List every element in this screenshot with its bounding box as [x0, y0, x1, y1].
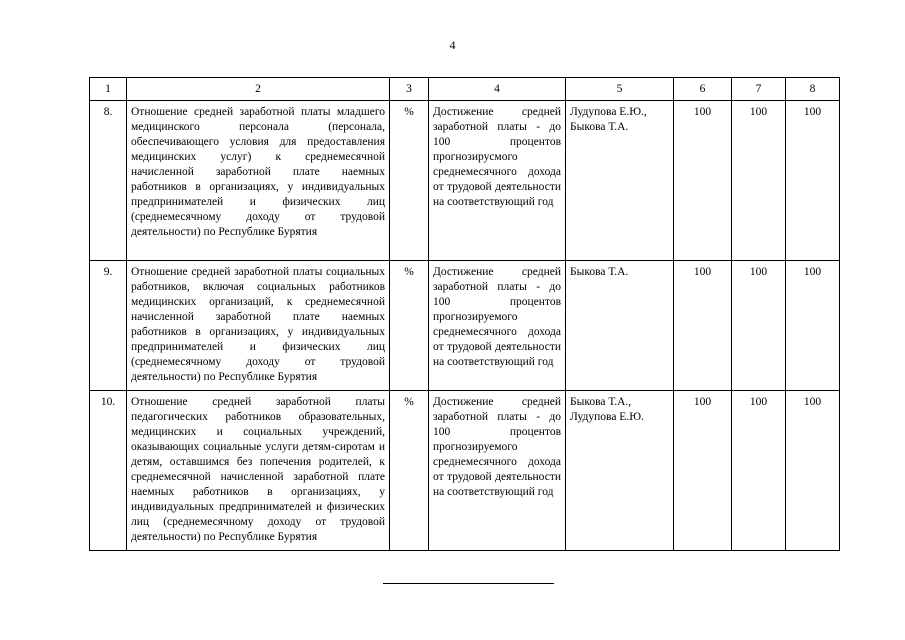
unit-cell: %	[390, 261, 429, 391]
indicators-table	[89, 77, 840, 551]
unit-cell: %	[390, 101, 429, 261]
unit-cell: %	[390, 391, 429, 551]
value-col-8: 100	[786, 391, 840, 551]
value-col-6: 100	[674, 101, 732, 261]
responsible-person: Лудупова Е.Ю., Быкова Т.А.	[566, 101, 674, 261]
value-col-6: 100	[674, 261, 732, 391]
value-col-8: 100	[786, 261, 840, 391]
indicator-name: Отношение средней заработной платы младшего медицинского персонала (персонала, обеспечивающего условия для предоставления медицинских услуг) к среднемесячной начисленной заработной плате наемных работников в организациях, у индивидуальных предпринимателей и физических лиц (среднемесячному доходу от трудовой деятельности) по Республике Бурятия	[127, 101, 390, 261]
row-number: 10.	[90, 391, 127, 551]
responsible-person: Быкова Т.А., Лудупова Е.Ю.	[566, 391, 674, 551]
expected-result: Достижение средней заработной платы - до 100 процентов прогнозирусмого среднемесячного дохода от трудовой деятельности на соответствующий год	[429, 101, 566, 261]
value-col-7: 100	[732, 391, 786, 551]
indicator-name: Отношение средней заработной платы педагогических работников образовательных, медицинских и социальных учреждений, оказывающих социальные услуги детям-сиротам и детям, оставшимся без попечения родителей, к среднемесячной начисленной заработной плате наемных работников в организациях, у индивидуальных предпринимателей и физических лиц (среднемесячному доходу от трудовой деятельности) по Республике Бурятия	[127, 391, 390, 551]
footer-separator-line	[383, 583, 554, 584]
column-header: 7	[732, 78, 786, 101]
value-col-7: 100	[732, 261, 786, 391]
value-col-8: 100	[786, 101, 840, 261]
column-header: 3	[390, 78, 429, 101]
column-header: 1	[90, 78, 127, 101]
row-number: 9.	[90, 261, 127, 391]
indicator-name: Отношение средней заработной платы социальных работников, включая социальных работников медицинских организаций, к среднемесячной начисленной заработной плате наемных работников в организациях, у индивидуальных предпринимателей и физических лиц (среднемесячному доходу от трудовой деятельности) по Республике Бурятия	[127, 261, 390, 391]
column-header: 5	[566, 78, 674, 101]
table-row	[90, 391, 840, 551]
column-header: 6	[674, 78, 732, 101]
value-col-7: 100	[732, 101, 786, 261]
column-header: 4	[429, 78, 566, 101]
table-row	[90, 261, 840, 391]
column-header: 2	[127, 78, 390, 101]
page-number: 4	[449, 38, 456, 52]
expected-result: Достижение средней заработной платы - до 100 процентов прогнозируемого среднемесячного дохода от трудовой деятельности на соответствующий год	[429, 391, 566, 551]
value-col-6: 100	[674, 391, 732, 551]
responsible-person: Быкова Т.А.	[566, 261, 674, 391]
row-number: 8.	[90, 101, 127, 261]
table-header-row	[90, 78, 840, 101]
table-row	[90, 101, 840, 261]
column-header: 8	[786, 78, 840, 101]
expected-result: Достижение средней заработной платы - до 100 процентов прогнозируемого среднемесячного дохода от трудовой деятельности на соответствующий год	[429, 261, 566, 391]
